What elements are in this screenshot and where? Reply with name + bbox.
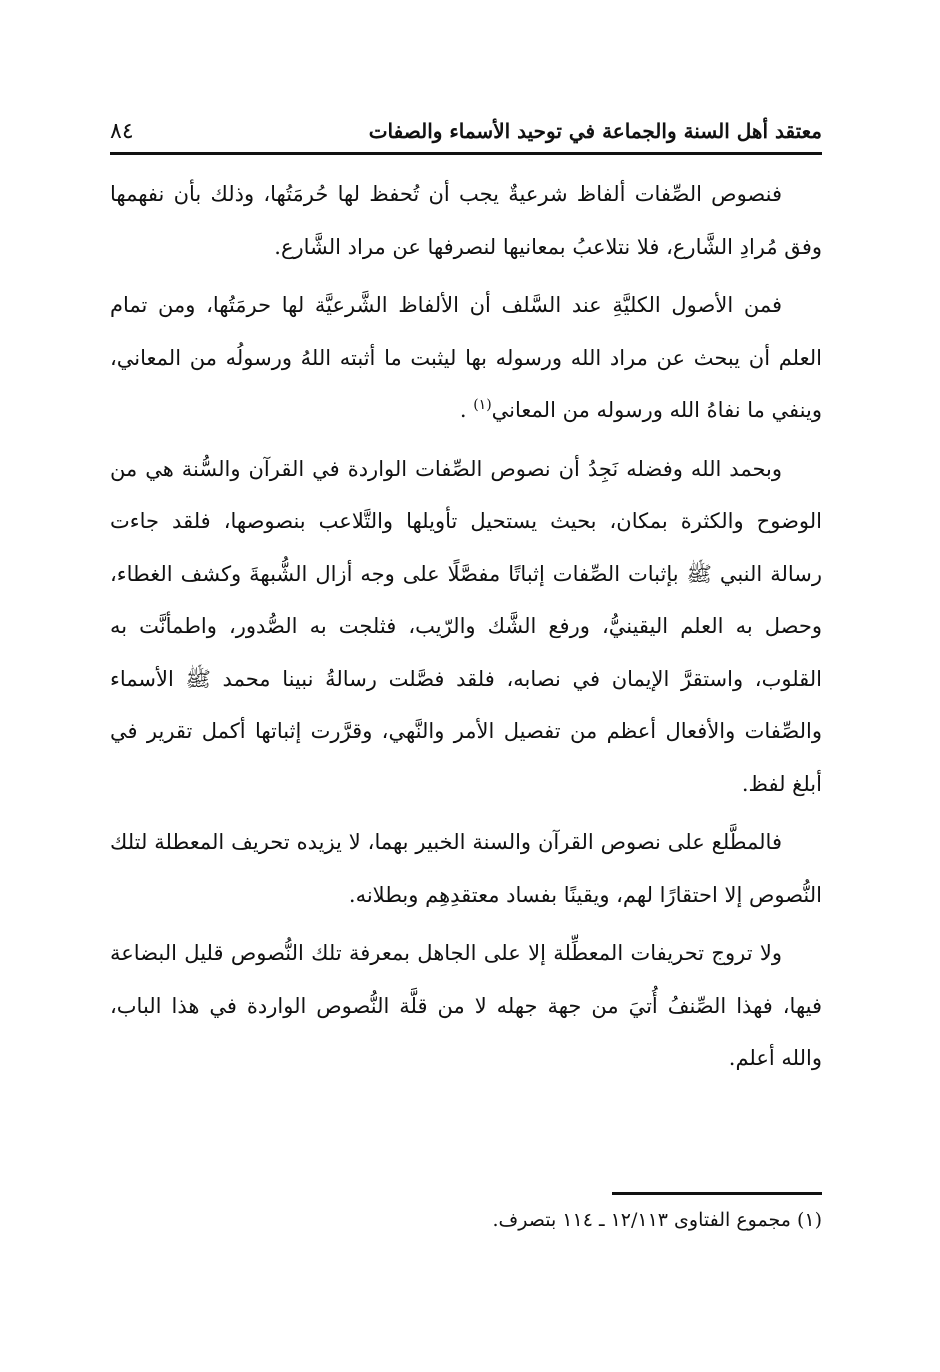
paragraph-3: وبحمد الله وفضله نَجِدُ أن نصوص الصِّفات الواردة في القرآن والسُّنة هي من الوضوح والكثرة بمكان، بحيث يستحيل تأويلها والتَّلاعب بنصوصها، فلقد جاءت رسالة النبي ﷺ بإثبات الصِّفات إثباتًا مفصَّلًا على وجه أزال الشُّبهةَ وكشف الغطاء، وحصل به العلم اليقينيُّ، ورفع الشَّك والرّيب، فثلجت به الصُّدور، واطمأنَّت به القلوب، واستقرَّ الإيمان في نصابه، فلقد فصَّلت رسالةُ نبينا محمد ﷺ الأسماء والصِّفات والأفعال أعظم من تفصيل الأمر والنَّهي، وقرَّرت إثباتها أكمل تقرير في أبلغ لفظ. — [110, 456, 823, 796]
paragraph-2-text: فمن الأصول الكليَّةِ عند السَّلف أن الألفاظ الشَّرعيَّة لها حرمَتُها، ومن تمام العلم أن يبحث عن مراد الله ورسوله بها ليثبت ما أثبته اللهُ ورسولُه من المعاني، وينفي ما نفاهُ الله ورسوله من المعاني — [110, 293, 822, 422]
paragraph-4: فالمطَّلع على نصوص القرآن والسنة الخبير بهما، لا يزيده تحريف المعطلة لتلك النُّصوص إلا احتقارًا لهم، ويقينًا بفساد معتقدِهِم وبطلانه. — [110, 830, 822, 907]
page-number: ٨٤ — [110, 119, 134, 144]
footnote-rule — [612, 1192, 822, 1195]
paragraph-1: فنصوص الصِّفات ألفاظ شرعيةٌ يجب أن تُحفظ لها حُرمَتُها، وذلك بأن نفهمها وفق مُرادِ الشَّارع، فلا نتلاعبُ بمعانيها لنصرفها عن مراد الشَّارع. — [110, 182, 822, 259]
page-header — [110, 115, 822, 151]
running-title: معتقد أهل السنة والجماعة في توحيد الأسماء والصفات — [368, 119, 822, 143]
header-rule — [110, 152, 822, 155]
footnote: (١) مجموع الفتاوى ١٢/١١٣ ـ ١١٤ بتصرف. — [492, 1209, 822, 1231]
paragraph-2 — [110, 279, 822, 437]
paragraph-2-end: . — [459, 398, 467, 422]
body-text — [110, 168, 822, 1085]
paragraph-5: ولا تروج تحريفات المعطِّلة إلا على الجاهل بمعرفة تلك النُّصوص قليل البضاعة فيها، فهذا الصِّنفُ أُتيَ من جهة جهله لا من قلَّة النُّصوص الواردة في هذا الباب، والله أعلم. — [110, 941, 822, 1070]
footnote-reference: (١) — [473, 397, 492, 413]
